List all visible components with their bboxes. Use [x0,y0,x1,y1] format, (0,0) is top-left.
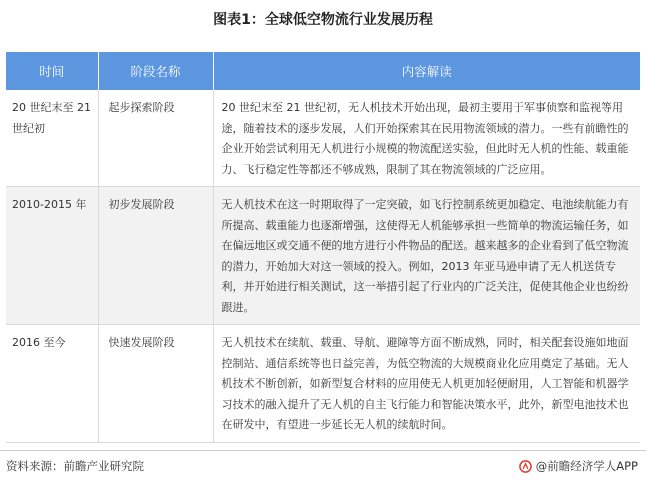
brand-logo-icon [519,460,532,473]
header-stage: 阶段名称 [98,52,213,90]
header-time: 时间 [6,52,98,90]
cell-time: 2010-2015 年 [6,187,98,325]
cell-stage: 初步发展阶段 [98,187,213,325]
table-row [6,325,640,443]
brand-label: @前瞻经济学人APP [535,459,638,473]
cell-stage: 快速发展阶段 [98,325,213,443]
table-header-row [6,52,640,90]
development-history-table [6,52,640,443]
cell-stage: 起步探索阶段 [98,90,213,187]
cell-content: 20 世纪末至 21 世纪初，无人机技术开始出现，最初主要用于军事侦察和监视等用途，随着技术的逐步发展，人们开始探索其在民用物流领域的潜力。一些有前瞻性的企业开始尝试利用无人机进行小规模的物流配送实验，但此时无人机的性能、载重能力、飞行稳定性等都还不够成熟，限制了其在物流领域的广泛应用。 [213,90,640,187]
table-row [6,90,640,187]
brand-credit [519,456,638,476]
page-title: 图表1：全球低空物流行业发展历程 [213,12,433,28]
footer-divider [0,450,646,451]
cell-time: 20 世纪末至 21 世纪初 [6,90,98,187]
cell-time: 2016 至今 [6,325,98,443]
cell-content: 无人机技术在续航、载重、导航、避障等方面不断成熟，同时，相关配套设施如地面控制站、通信系统等也日益完善，为低空物流的大规模商业化应用奠定了基础。无人机技术不断创新，如新型复合材料的应用使无人机更加轻便耐用，人工智能和机器学习技术的融入提升了无人机的自主飞行能力和智能决策水平，此外，新型电池技术也在研发中，有望进一步延长无人机的续航时间。 [213,325,640,443]
cell-content: 无人机技术在这一时期取得了一定突破，如飞行控制系统更加稳定、电池续航能力有所提高、载重能力也逐渐增强，这使得无人机能够承担一些简单的物流运输任务，如在偏远地区或交通不便的地方进行小件物品的配送。越来越多的企业看到了低空物流的潜力，开始加大对这一领域的投入。例如，2013 年亚马逊申请了无人机送货专利，并开始进行相关测试，这一举措引起了行业内的广泛关注，促使其他企业也纷纷跟进。 [213,187,640,325]
table-row [6,187,640,325]
header-content: 内容解读 [213,52,640,90]
source-note: 资料来源：前瞻产业研究院 [6,459,144,473]
